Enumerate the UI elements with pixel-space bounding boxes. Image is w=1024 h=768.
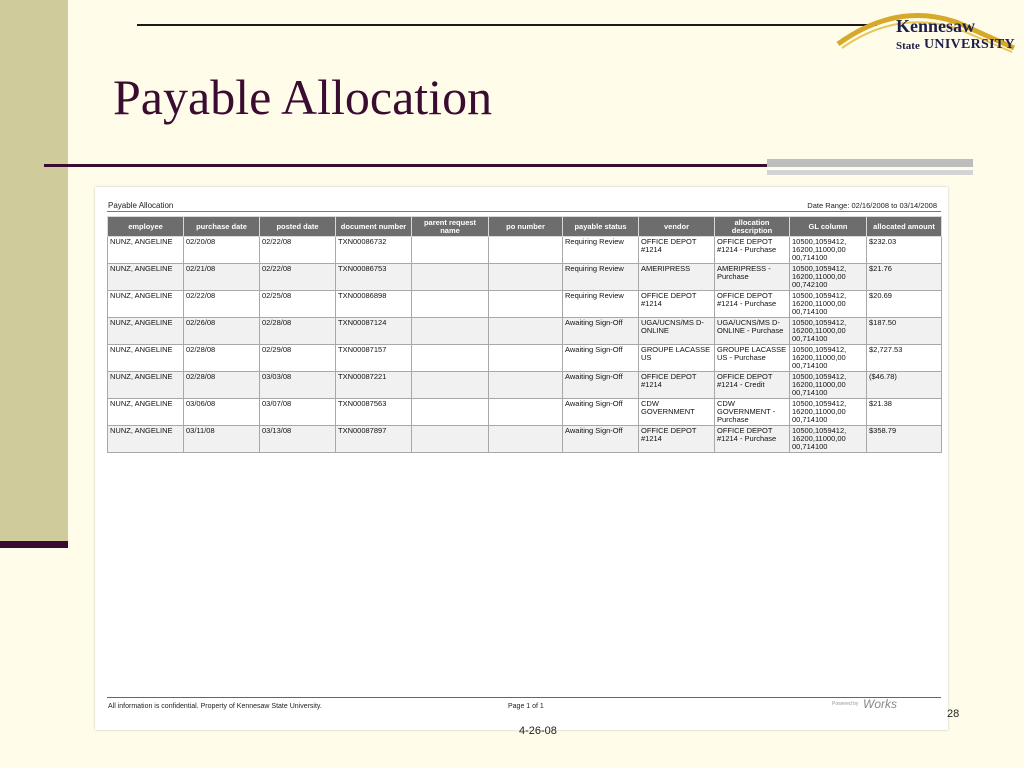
table-cell: UGA/UCNS/MS D-ONLINE bbox=[639, 318, 715, 345]
table-cell: TXN00087897 bbox=[336, 426, 412, 453]
table-cell: 10500,1059412, 16200,11000,00 00,742100 bbox=[790, 264, 867, 291]
table-cell: 02/22/08 bbox=[260, 237, 336, 264]
table-cell: Awaiting Sign-Off bbox=[563, 345, 639, 372]
table-cell: 10500,1059412, 16200,11000,00 00,714100 bbox=[790, 372, 867, 399]
left-sidebar-bar bbox=[0, 0, 68, 545]
table-header-row bbox=[108, 217, 942, 237]
table-row[interactable] bbox=[108, 264, 942, 291]
logo-university-text: UNIVERSITY bbox=[924, 37, 1015, 52]
table-cell: 03/07/08 bbox=[260, 399, 336, 426]
table-cell: 02/25/08 bbox=[260, 291, 336, 318]
title-rule-accent-lower bbox=[767, 170, 973, 175]
table-cell: 10500,1059412, 16200,11000,00 00,714100 bbox=[790, 399, 867, 426]
confidential-notice: All information is confidential. Property of Kennesaw State University. bbox=[108, 703, 322, 710]
table-cell: 10500,1059412, 16200,11000,00 00,714100 bbox=[790, 345, 867, 372]
table-cell bbox=[412, 399, 489, 426]
table-row[interactable] bbox=[108, 345, 942, 372]
table-cell: NUNZ, ANGELINE bbox=[108, 345, 184, 372]
title-rule-accent bbox=[767, 159, 973, 167]
column-header[interactable]: purchase date bbox=[184, 217, 260, 237]
table-cell: TXN00087157 bbox=[336, 345, 412, 372]
table-cell: AMERIPRESS - Purchase bbox=[715, 264, 790, 291]
table-cell: 10500,1059412, 16200,11000,00 00,714100 bbox=[790, 318, 867, 345]
table-cell bbox=[412, 372, 489, 399]
column-header[interactable]: po number bbox=[489, 217, 563, 237]
table-cell: TXN00087124 bbox=[336, 318, 412, 345]
table-cell: TXN00086898 bbox=[336, 291, 412, 318]
table-row[interactable] bbox=[108, 237, 942, 264]
table-cell: Requiring Review bbox=[563, 291, 639, 318]
column-header[interactable]: allocation description bbox=[715, 217, 790, 237]
table-row[interactable] bbox=[108, 426, 942, 453]
logo-state-text: State bbox=[896, 40, 920, 52]
report-screenshot bbox=[95, 187, 948, 730]
table-cell: 02/22/08 bbox=[260, 264, 336, 291]
table-cell: $358.79 bbox=[867, 426, 942, 453]
table-cell bbox=[489, 264, 563, 291]
table-cell: 02/28/08 bbox=[184, 372, 260, 399]
top-rule bbox=[137, 24, 877, 26]
table-cell: 02/20/08 bbox=[184, 237, 260, 264]
table-cell bbox=[412, 426, 489, 453]
column-header[interactable]: GL column bbox=[790, 217, 867, 237]
table-cell: GROUPE LACASSE US - Purchase bbox=[715, 345, 790, 372]
table-cell bbox=[489, 237, 563, 264]
table-cell bbox=[412, 237, 489, 264]
powered-by-label: Powered by bbox=[832, 701, 859, 707]
university-logo bbox=[836, 4, 1024, 60]
table-cell: 03/11/08 bbox=[184, 426, 260, 453]
table-body bbox=[108, 237, 942, 453]
table-row[interactable] bbox=[108, 318, 942, 345]
table-cell bbox=[412, 318, 489, 345]
table-cell: Requiring Review bbox=[563, 264, 639, 291]
table-cell: NUNZ, ANGELINE bbox=[108, 318, 184, 345]
table-cell: 03/06/08 bbox=[184, 399, 260, 426]
table-cell: Requiring Review bbox=[563, 237, 639, 264]
table-cell bbox=[412, 345, 489, 372]
table-cell bbox=[489, 426, 563, 453]
table-cell: 10500,1059412, 16200,11000,00 00,714100 bbox=[790, 426, 867, 453]
table-cell: UGA/UCNS/MS D-ONLINE - Purchase bbox=[715, 318, 790, 345]
table-cell: OFFICE DEPOT #1214 - Purchase bbox=[715, 426, 790, 453]
table-cell: 02/28/08 bbox=[184, 345, 260, 372]
table-cell: $21.38 bbox=[867, 399, 942, 426]
table-cell: TXN00086732 bbox=[336, 237, 412, 264]
table-cell: $232.03 bbox=[867, 237, 942, 264]
table-cell: $20.69 bbox=[867, 291, 942, 318]
table-cell: Awaiting Sign-Off bbox=[563, 372, 639, 399]
slide-title: Payable Allocation bbox=[113, 69, 493, 125]
table-cell: $21.76 bbox=[867, 264, 942, 291]
table-cell: Awaiting Sign-Off bbox=[563, 426, 639, 453]
table-cell: Awaiting Sign-Off bbox=[563, 318, 639, 345]
table-cell: NUNZ, ANGELINE bbox=[108, 237, 184, 264]
left-sidebar-accent bbox=[0, 541, 68, 548]
table-row[interactable] bbox=[108, 372, 942, 399]
table-cell: GROUPE LACASSE US bbox=[639, 345, 715, 372]
table-cell: TXN00087563 bbox=[336, 399, 412, 426]
table-cell: ($46.78) bbox=[867, 372, 942, 399]
column-header[interactable]: allocated amount bbox=[867, 217, 942, 237]
report-footer-rule bbox=[107, 697, 941, 698]
logo-kennesaw-text: Kennesaw bbox=[896, 16, 976, 36]
table-cell bbox=[489, 318, 563, 345]
table-cell: NUNZ, ANGELINE bbox=[108, 399, 184, 426]
table-cell: OFFICE DEPOT #1214 bbox=[639, 372, 715, 399]
report-date-range: Date Range: 02/16/2008 to 03/14/2008 bbox=[807, 201, 937, 210]
table-row[interactable] bbox=[108, 399, 942, 426]
table-cell bbox=[489, 372, 563, 399]
table-cell bbox=[412, 264, 489, 291]
table-cell: CDW GOVERNMENT bbox=[639, 399, 715, 426]
table-cell: OFFICE DEPOT #1214 bbox=[639, 237, 715, 264]
table-cell: NUNZ, ANGELINE bbox=[108, 264, 184, 291]
table-cell: CDW GOVERNMENT - Purchase bbox=[715, 399, 790, 426]
table-cell: NUNZ, ANGELINE bbox=[108, 372, 184, 399]
table-cell bbox=[489, 291, 563, 318]
column-header[interactable]: payable status bbox=[563, 217, 639, 237]
table-cell: TXN00086753 bbox=[336, 264, 412, 291]
report-title: Payable Allocation bbox=[108, 201, 174, 210]
table-row[interactable] bbox=[108, 291, 942, 318]
table-cell: 02/26/08 bbox=[184, 318, 260, 345]
table-cell: OFFICE DEPOT #1214 bbox=[639, 426, 715, 453]
report-header-rule bbox=[107, 211, 941, 212]
table-cell: OFFICE DEPOT #1214 - Purchase bbox=[715, 237, 790, 264]
table-cell: NUNZ, ANGELINE bbox=[108, 291, 184, 318]
table-cell: 02/21/08 bbox=[184, 264, 260, 291]
column-header[interactable]: vendor bbox=[639, 217, 715, 237]
table-cell bbox=[489, 399, 563, 426]
column-header[interactable]: parent request name bbox=[412, 217, 489, 237]
table-cell: 10500,1059412, 16200,11000,00 00,714100 bbox=[790, 237, 867, 264]
column-header[interactable]: posted date bbox=[260, 217, 336, 237]
table-cell: OFFICE DEPOT #1214 - Credit bbox=[715, 372, 790, 399]
works-logo: Works bbox=[863, 697, 897, 711]
column-header[interactable]: document number bbox=[336, 217, 412, 237]
table-cell: 02/29/08 bbox=[260, 345, 336, 372]
payable-allocation-table bbox=[107, 216, 942, 453]
table-cell: 10500,1059412, 16200,11000,00 00,714100 bbox=[790, 291, 867, 318]
slide-page-number: 28 bbox=[947, 708, 960, 720]
table-cell: NUNZ, ANGELINE bbox=[108, 426, 184, 453]
table-cell: TXN00087221 bbox=[336, 372, 412, 399]
table-cell bbox=[489, 345, 563, 372]
table-cell bbox=[412, 291, 489, 318]
column-header[interactable]: employee bbox=[108, 217, 184, 237]
table-cell: $2,727.53 bbox=[867, 345, 942, 372]
table-cell: AMERIPRESS bbox=[639, 264, 715, 291]
table-cell: 03/03/08 bbox=[260, 372, 336, 399]
table-cell: 02/28/08 bbox=[260, 318, 336, 345]
table-cell: 03/13/08 bbox=[260, 426, 336, 453]
table-cell: OFFICE DEPOT #1214 bbox=[639, 291, 715, 318]
slide-date: 4-26-08 bbox=[519, 725, 557, 737]
title-rule bbox=[44, 164, 767, 167]
table-cell: $187.50 bbox=[867, 318, 942, 345]
table-cell: OFFICE DEPOT #1214 - Purchase bbox=[715, 291, 790, 318]
page-indicator: Page 1 of 1 bbox=[508, 703, 544, 710]
table-cell: Awaiting Sign-Off bbox=[563, 399, 639, 426]
table-cell: 02/22/08 bbox=[184, 291, 260, 318]
